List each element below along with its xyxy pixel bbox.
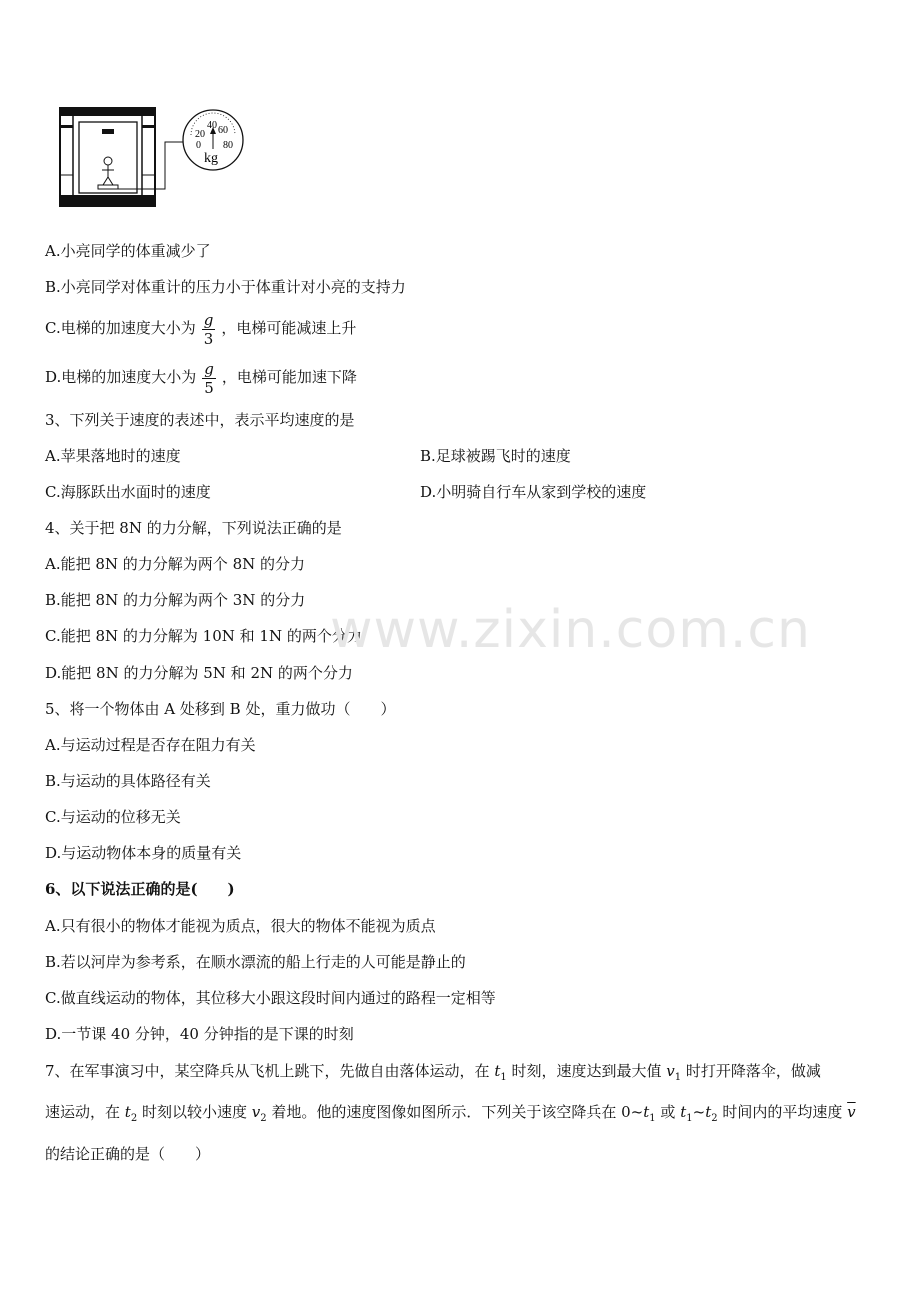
- var-t: t: [494, 1062, 501, 1080]
- q4-option-b: B.能把 8N 的力分解为两个 3N 的分力: [45, 591, 306, 609]
- q4-option-a: A.能把 8N 的力分解为两个 8N 的分力: [45, 555, 306, 573]
- dial-unit: kg: [204, 151, 218, 166]
- var-t: t: [680, 1103, 687, 1121]
- elevator-scale-figure: [55, 105, 255, 210]
- q3-option-d: D.小明骑自行车从家到学校的速度: [420, 483, 647, 501]
- dial-label-20: 20: [195, 129, 205, 140]
- q2-option-c-prefix: C.电梯的加速度大小为: [45, 319, 196, 337]
- q5-option-a: A.与运动过程是否存在阻力有关: [45, 736, 256, 754]
- subscript-1: 1: [674, 1072, 682, 1083]
- dial-label-60: 60: [218, 125, 228, 136]
- dial-label-0: 0: [196, 140, 201, 151]
- q7-text: 时刻，速度达到最大值: [506, 1062, 667, 1080]
- q7-text: 或: [655, 1103, 681, 1121]
- q7-text: 时打开降落伞，做减: [681, 1062, 821, 1080]
- q4-option-d: D.能把 8N 的力分解为 5N 和 2N 的两个分力: [45, 664, 353, 682]
- q3-option-b: B.足球被踢飞时的速度: [420, 447, 571, 465]
- q5-option-d: D.与运动物体本身的质量有关: [45, 844, 242, 862]
- q5-stem: 5、将一个物体由 A 处移到 B 处，重力做功（ ）: [45, 700, 396, 718]
- q2-option-d-prefix: D.电梯的加速度大小为: [45, 368, 197, 386]
- q7-line-3: 的结论正确的是（ ）: [45, 1145, 211, 1163]
- q7-text: 7、在军事演习中，某空降兵从飞机上跳下，先做自由落体运动，在: [45, 1062, 495, 1080]
- var-v: v: [251, 1103, 261, 1121]
- var-v-bar: $\overline{v}$: [847, 1103, 856, 1121]
- var-t: t: [124, 1103, 131, 1121]
- q3-stem: 3、下列关于速度的表述中，表示平均速度的是: [45, 411, 355, 429]
- q2-option-d-suffix: ，电梯可能加速下降: [221, 368, 357, 386]
- fraction-g-over-3: [202, 311, 216, 348]
- subscript-1: 1: [500, 1072, 507, 1083]
- q3-option-a: A.苹果落地时的速度: [45, 447, 181, 465]
- subscript-2: 2: [130, 1113, 138, 1124]
- var-t: t: [643, 1103, 650, 1121]
- q7-text: 速运动，在: [45, 1103, 125, 1121]
- fraction-g-over-5: [202, 360, 216, 397]
- fraction-denominator: 3: [203, 329, 214, 348]
- dial-label-80: 80: [223, 140, 233, 151]
- fraction-numerator: g: [203, 310, 214, 329]
- q6-option-a: A.只有很小的物体才能视为质点，很大的物体不能视为质点: [45, 917, 436, 935]
- q2-option-c-suffix: ，电梯可能减速上升: [221, 319, 357, 337]
- q7-line-1: [45, 1061, 875, 1088]
- q7-text: 时间内的平均速度: [717, 1103, 848, 1121]
- subscript-2: 2: [711, 1113, 718, 1124]
- q7-text: 着地。他的速度图像如图所示．下列关于该空降兵在 0~: [266, 1103, 644, 1121]
- q5-option-b: B.与运动的具体路径有关: [45, 772, 211, 790]
- fraction-denominator: 5: [204, 378, 214, 397]
- q4-stem: 4、关于把 8N 的力分解，下列说法正确的是: [45, 519, 342, 537]
- q3-option-c: C.海豚跃出水面时的速度: [45, 483, 211, 501]
- q6-option-c: C.做直线运动的物体，其位移大小跟这段时间内通过的路程一定相等: [45, 989, 496, 1007]
- q7-text: ~: [692, 1103, 706, 1121]
- q5-option-c: C.与运动的位移无关: [45, 808, 181, 826]
- q7-text: 时刻以较小速度: [137, 1103, 252, 1121]
- subscript-1: 1: [649, 1113, 656, 1124]
- watermark: www.zixin.com.cn: [330, 600, 811, 660]
- q2-option-b: B.小亮同学对体重计的压力小于体重计对小亮的支持力: [45, 278, 406, 296]
- q6-option-b: B.若以河岸为参考系，在顺水漂流的船上行走的人可能是静止的: [45, 953, 466, 971]
- q6-stem: 6、以下说法正确的是( ): [45, 880, 235, 898]
- dial-label-40: 40: [207, 120, 217, 131]
- subscript-2: 2: [260, 1113, 267, 1124]
- fraction-numerator: g: [204, 359, 214, 378]
- q2-option-d: [45, 357, 357, 397]
- q4-option-c: C.能把 8N 的力分解为 10N 和 1N 的两个分力: [45, 627, 362, 645]
- q2-option-a: A.小亮同学的体重减少了: [45, 242, 211, 260]
- var-t: t: [705, 1103, 712, 1121]
- q6-option-d: D.一节课 40 分钟，40 分钟指的是下课的时刻: [45, 1025, 354, 1043]
- var-v: v: [666, 1062, 675, 1080]
- q7-line-2: [45, 1102, 875, 1129]
- q2-option-c: [45, 308, 356, 348]
- subscript-1: 1: [686, 1113, 693, 1124]
